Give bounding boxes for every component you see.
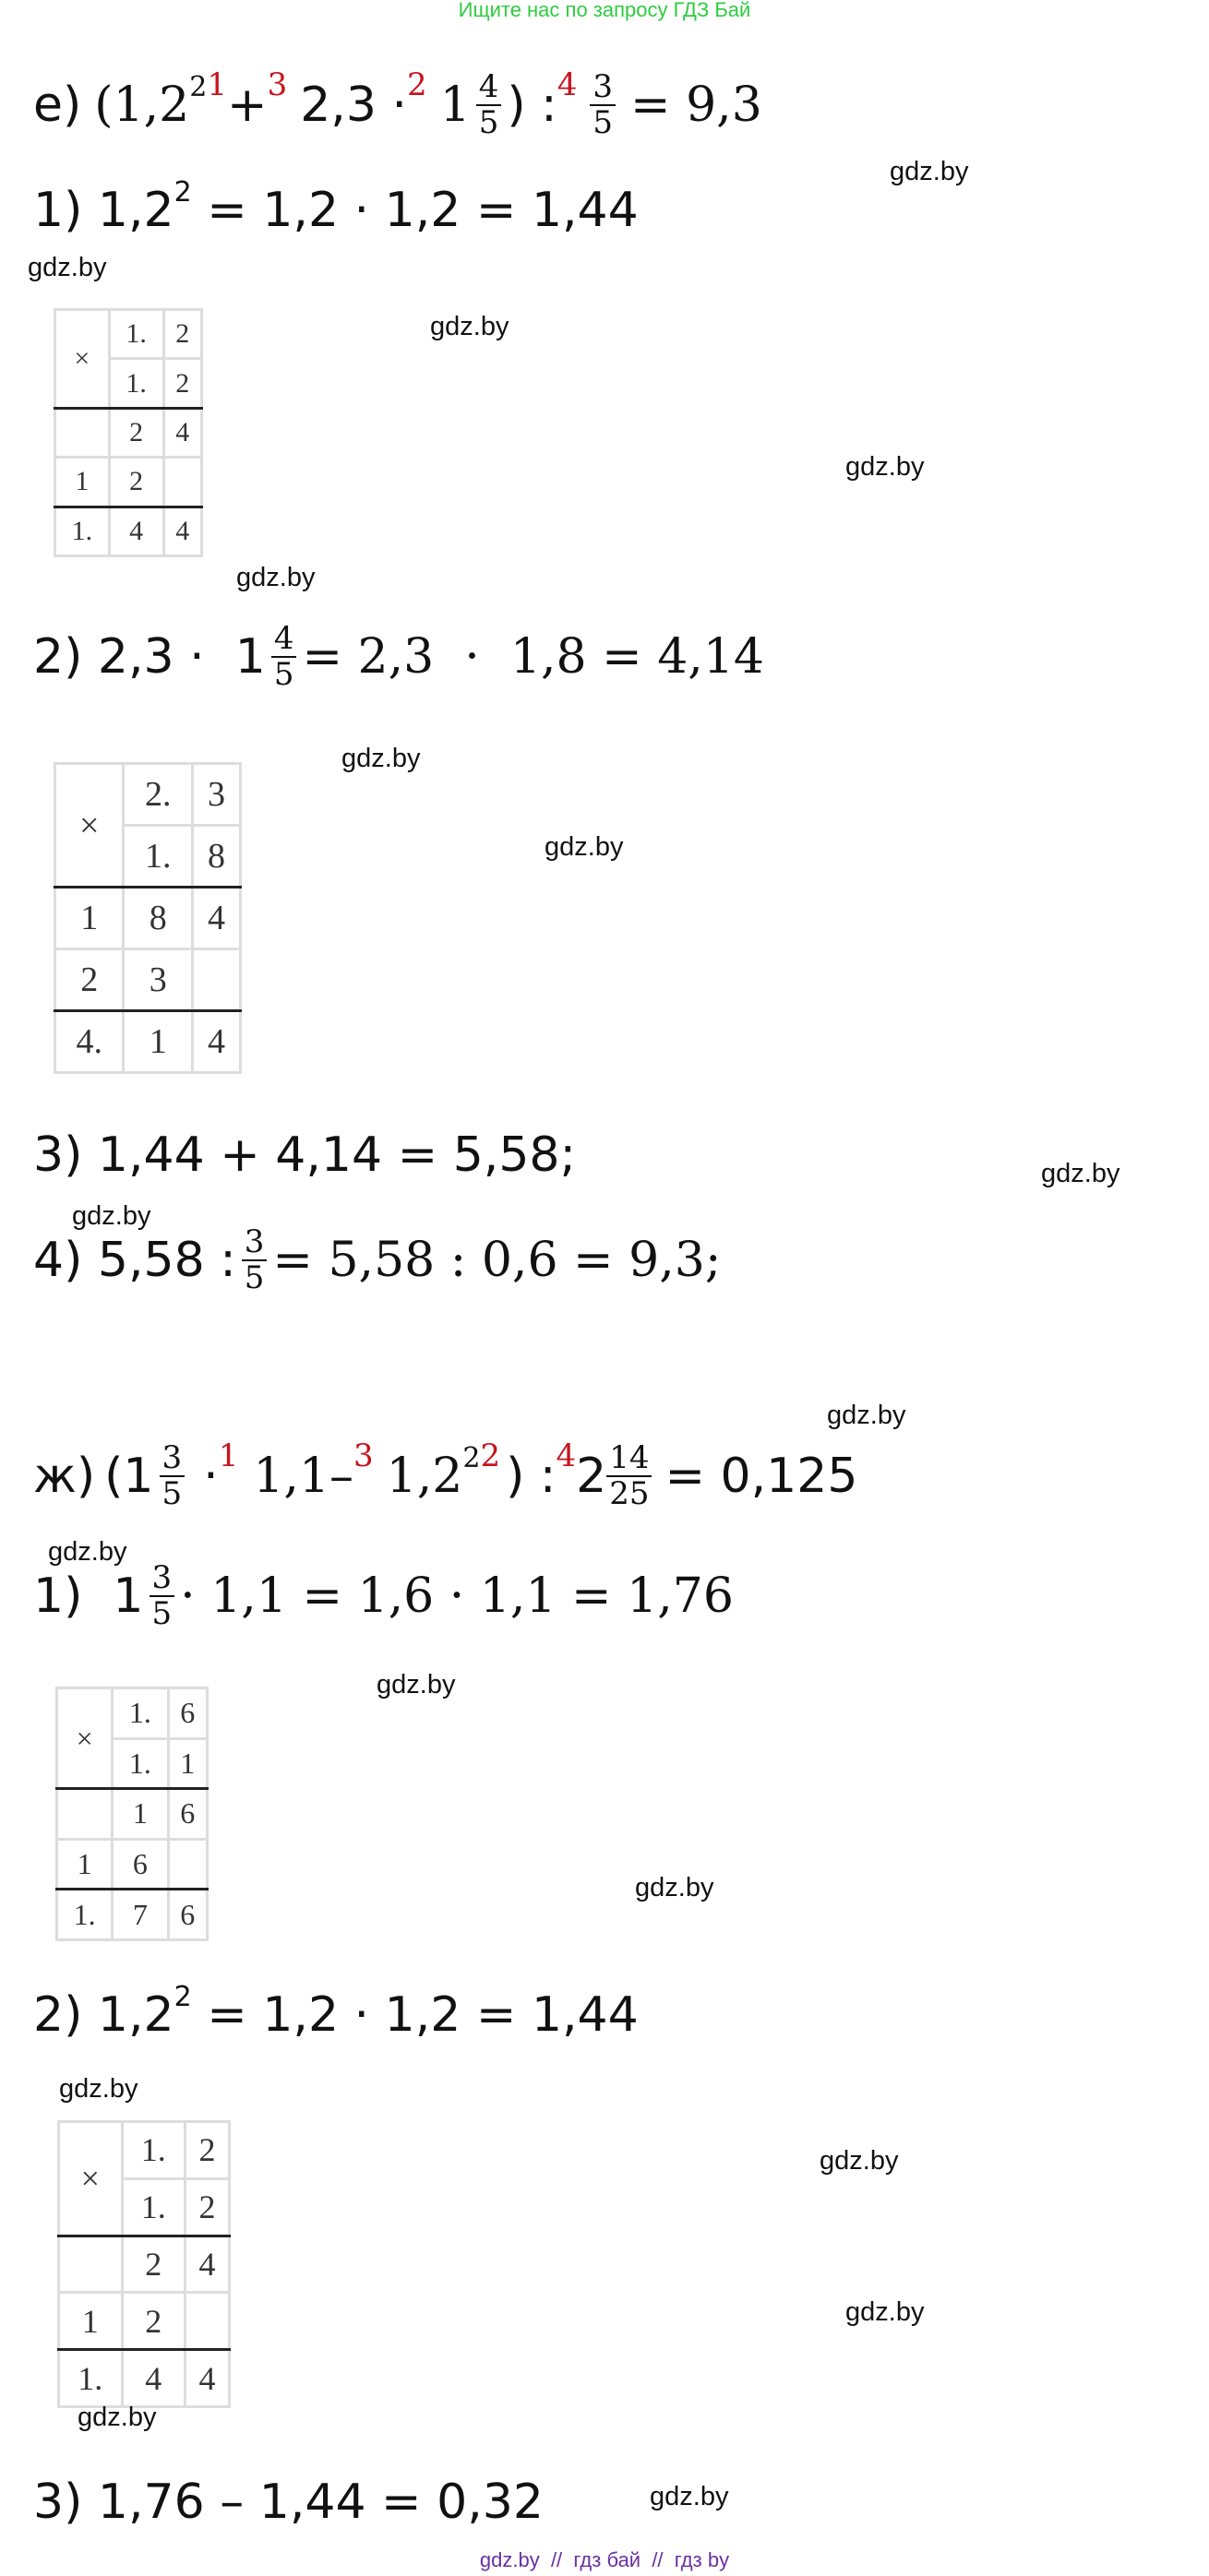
table-cell: [57, 1789, 113, 1840]
watermark: gdz.by: [650, 2482, 729, 2511]
table-cell: 4: [192, 888, 240, 949]
times-sign: ×: [55, 310, 110, 409]
table-cell: 2.: [124, 764, 192, 826]
table-cell: [55, 408, 110, 457]
order-mark-3: 3: [353, 1437, 374, 1475]
table-cell: 8: [192, 826, 240, 888]
problem-e-label: е): [33, 78, 82, 134]
table-cell: 1.: [57, 1890, 113, 1940]
table-row: [59, 2350, 230, 2407]
table-cell: [186, 2293, 230, 2350]
table-cell: 3: [192, 764, 240, 826]
table-cell: 1: [59, 2293, 123, 2350]
watermark: gdz.by: [430, 312, 509, 341]
watermark: gdz.by: [845, 2297, 925, 2327]
watermark: gdz.by: [341, 744, 421, 773]
table-row: [59, 2236, 230, 2293]
watermark: gdz.by: [1041, 1159, 1120, 1188]
table-row: [55, 507, 202, 555]
order-mark-1: 1: [207, 66, 227, 104]
watermark: gdz.by: [820, 2146, 899, 2176]
table-cell: [59, 2236, 123, 2293]
table-cell: 6: [168, 1789, 207, 1840]
table-cell: 2: [109, 458, 163, 507]
table-cell: 4: [163, 507, 202, 555]
table-cell: 1.: [109, 310, 163, 359]
table-cell: 1: [55, 888, 124, 949]
times-sign: ×: [57, 1688, 113, 1789]
table-cell: 4: [109, 507, 163, 555]
watermark: gdz.by: [635, 1873, 714, 1902]
table-cell: 2: [163, 359, 202, 408]
problem-e-fraction: $\frac{4}{5}$: [476, 70, 502, 141]
multiplication-table-1: [54, 308, 203, 557]
table-cell: 1.: [122, 2122, 186, 2179]
table-cell: 1: [57, 1839, 113, 1890]
table-cell: [163, 458, 202, 507]
watermark: gdz.by: [28, 253, 107, 282]
table-cell: [192, 949, 240, 1011]
problem-e-close: ) :: [507, 78, 557, 134]
multiplication-table-2: [54, 762, 242, 1074]
order-mark-2: 2: [406, 66, 427, 104]
table-row: [57, 1688, 208, 1739]
table-cell: 1.: [122, 2178, 186, 2236]
table-cell: 1.: [109, 359, 163, 408]
table-cell: 2: [55, 949, 124, 1011]
problem-zh-heading: ж) (1 $\frac{3}{5}$ · 1 1,1– 3 1,2 $^2$ 2 ) : 4 2 $\frac{14}{25}$ = 0,125: [33, 1437, 858, 1513]
times-sign: ×: [59, 2122, 123, 2236]
step-zh-3: 3) 1,76 – 1,44 = 0,32: [33, 2475, 544, 2530]
table-cell: 4: [122, 2350, 186, 2407]
table-cell: 2: [186, 2122, 230, 2179]
table-cell: 6: [113, 1839, 168, 1890]
order-mark-3: 3: [267, 66, 288, 104]
watermark: gdz.by: [827, 1401, 906, 1430]
watermark: gdz.by: [845, 452, 925, 482]
multiplication-table-3: [55, 1687, 209, 1941]
watermark: gdz.by: [72, 1201, 151, 1231]
table-row: [55, 1011, 241, 1073]
table-cell: 1.: [59, 2350, 123, 2407]
table-cell: 6: [168, 1688, 207, 1739]
table-cell: 1.: [113, 1688, 168, 1739]
step-e-4: 4) 5,58 : $\frac{3}{5}$ = 5,58 : 0,6 = 9,3;: [33, 1223, 722, 1297]
table-cell: 8: [124, 888, 192, 949]
table-cell: 3: [124, 949, 192, 1011]
order-mark-2: 2: [480, 1437, 501, 1475]
problem-e-whole: 1: [439, 78, 471, 134]
table-cell: 2: [163, 310, 202, 359]
problem-e-plus: +: [227, 78, 268, 134]
watermark: gdz.by: [78, 2403, 157, 2432]
table-cell: 1.: [124, 826, 192, 888]
step-e-3: 3) 1,44 + 4,14 = 5,58;: [33, 1127, 577, 1183]
step-e-2: 2) 2,3 · 1 $\frac{4}{5}$ = 2,3 · 1,8 = 4,14: [33, 620, 765, 694]
watermark: gdz.by: [545, 832, 624, 862]
table-cell: [168, 1839, 207, 1890]
order-mark-4: 4: [557, 66, 578, 104]
table-cell: 2: [109, 408, 163, 457]
problem-e-open: (1,2: [94, 78, 190, 134]
order-mark-4: 4: [556, 1437, 577, 1475]
table-row: [55, 458, 202, 507]
times-sign: ×: [55, 764, 124, 888]
problem-zh-open: (1: [104, 1449, 154, 1505]
multiplication-table-4: [57, 2120, 231, 2408]
watermark: gdz.by: [48, 1537, 127, 1567]
problem-e-heading: [33, 66, 762, 142]
table-cell: 7: [113, 1890, 168, 1940]
table-row: [57, 1890, 208, 1940]
problem-e-power: 2: [189, 70, 208, 103]
watermark: gdz.by: [59, 2074, 138, 2104]
table-cell: 1.: [55, 507, 110, 555]
table-row: [59, 2293, 230, 2350]
table-cell: 4: [192, 1011, 240, 1073]
table-cell: 4: [186, 2350, 230, 2407]
table-cell: 6: [168, 1890, 207, 1940]
step-zh-1: 1) 1 $\frac{3}{5}$ · 1,1 = 1,6 · 1,1 = 1,76: [33, 1559, 734, 1633]
watermark: gdz.by: [236, 563, 316, 592]
table-row: [57, 1839, 208, 1890]
footer-links[interactable]: gdz.by // гдз бай // гдз by: [479, 2548, 730, 2571]
table-cell: 4.: [55, 1011, 124, 1073]
problem-e-result: = 9,3: [629, 78, 762, 134]
problem-e-mult: 2,3 ·: [300, 78, 407, 134]
table-cell: 1: [55, 458, 110, 507]
table-row: [57, 1789, 208, 1840]
watermark: gdz.by: [377, 1670, 456, 1699]
table-row: [55, 949, 241, 1011]
table-cell: 1: [113, 1789, 168, 1840]
order-mark-1: 1: [218, 1437, 239, 1475]
table-cell: 2: [122, 2236, 186, 2293]
table-row: [55, 408, 202, 457]
table-row: [59, 2122, 230, 2179]
watermark: gdz.by: [890, 157, 969, 186]
table-cell: 2: [186, 2178, 230, 2236]
table-cell: 1: [168, 1738, 207, 1789]
step-zh-2: 2) 1,2 $^2$ = 1,2 · 1,2 = 1,44: [33, 1980, 639, 2043]
table-cell: 2: [122, 2293, 186, 2350]
step-e-1: 1) 1,2 $^2$ = 1,2 · 1,2 = 1,44: [33, 175, 639, 238]
problem-zh-label: ж): [33, 1449, 96, 1505]
table-cell: 4: [163, 408, 202, 457]
problem-e-fraction-2: $\frac{3}{5}$: [590, 70, 616, 141]
search-banner[interactable]: Ищите нас по запросу ГДЗ Бай: [458, 0, 751, 21]
table-row: [55, 764, 241, 826]
table-cell: 4: [186, 2236, 230, 2293]
table-cell: 1.: [113, 1738, 168, 1789]
table-cell: 1: [124, 1011, 192, 1073]
table-row: [55, 310, 202, 359]
table-row: [55, 888, 241, 949]
